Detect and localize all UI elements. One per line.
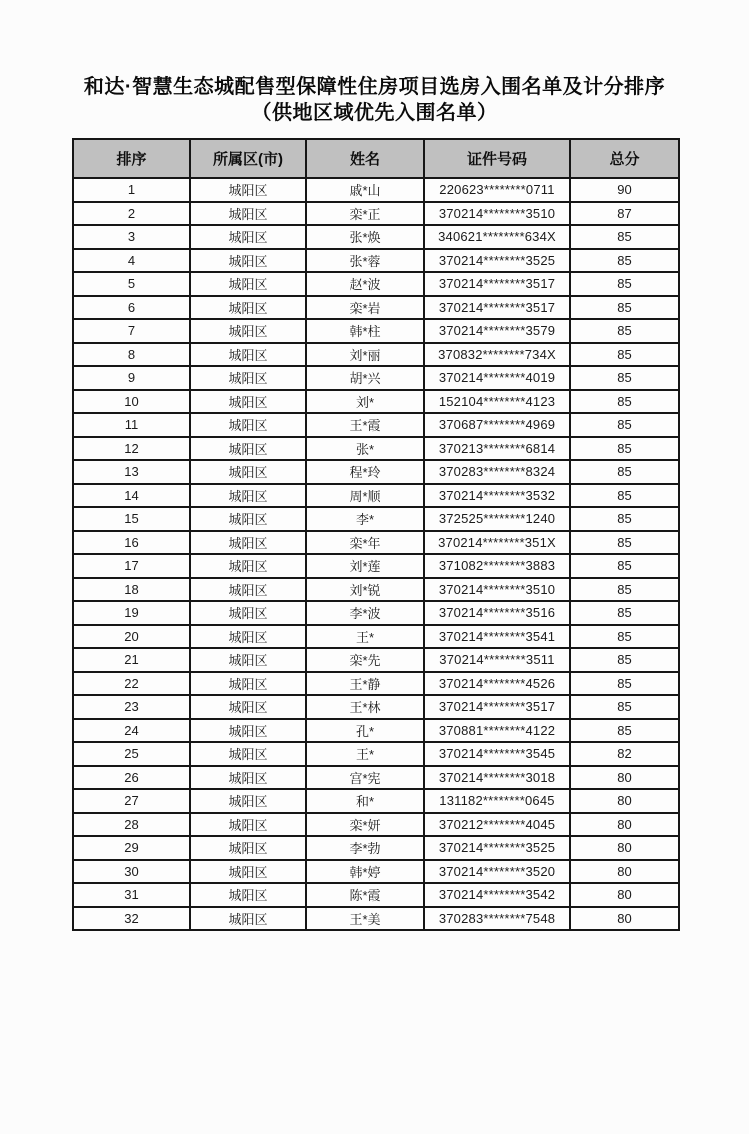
cell-id-number: 370214********3516 (424, 601, 570, 625)
cell-score: 87 (570, 202, 679, 226)
cell-name: 胡*兴 (306, 366, 424, 390)
cell-id-number: 370881********4122 (424, 719, 570, 743)
column-header-district: 所属区(市) (190, 139, 306, 178)
cell-district: 城阳区 (190, 319, 306, 343)
table-row (73, 601, 679, 625)
cell-rank: 8 (73, 343, 190, 367)
cell-district: 城阳区 (190, 789, 306, 813)
cell-rank: 2 (73, 202, 190, 226)
cell-rank: 20 (73, 625, 190, 649)
cell-name: 王* (306, 625, 424, 649)
column-header-rank: 排序 (73, 139, 190, 178)
cell-name: 宫*宪 (306, 766, 424, 790)
table-row (73, 319, 679, 343)
cell-rank: 30 (73, 860, 190, 884)
table-row (73, 531, 679, 555)
table-row (73, 672, 679, 696)
cell-rank: 5 (73, 272, 190, 296)
table-body (73, 178, 679, 930)
cell-id-number: 370214********3510 (424, 578, 570, 602)
cell-district: 城阳区 (190, 766, 306, 790)
cell-id-number: 370214********4526 (424, 672, 570, 696)
cell-score: 80 (570, 813, 679, 837)
cell-id-number: 370214********3525 (424, 836, 570, 860)
cell-rank: 6 (73, 296, 190, 320)
cell-rank: 13 (73, 460, 190, 484)
cell-name: 李*勃 (306, 836, 424, 860)
cell-rank: 28 (73, 813, 190, 837)
cell-name: 程*玲 (306, 460, 424, 484)
cell-district: 城阳区 (190, 883, 306, 907)
cell-name: 张*焕 (306, 225, 424, 249)
cell-rank: 3 (73, 225, 190, 249)
cell-district: 城阳区 (190, 390, 306, 414)
cell-name: 王* (306, 742, 424, 766)
cell-rank: 17 (73, 554, 190, 578)
cell-score: 80 (570, 789, 679, 813)
cell-id-number: 370214********3517 (424, 296, 570, 320)
cell-score: 80 (570, 860, 679, 884)
column-header-name: 姓名 (306, 139, 424, 178)
cell-id-number: 370214********3525 (424, 249, 570, 273)
table-row (73, 272, 679, 296)
cell-name: 王*静 (306, 672, 424, 696)
cell-name: 王*霞 (306, 413, 424, 437)
cell-id-number: 370214********3541 (424, 625, 570, 649)
cell-district: 城阳区 (190, 437, 306, 461)
cell-id-number: 370213********6814 (424, 437, 570, 461)
table-row (73, 907, 679, 931)
cell-score: 85 (570, 249, 679, 273)
cell-score: 85 (570, 531, 679, 555)
cell-score: 85 (570, 390, 679, 414)
cell-id-number: 370283********7548 (424, 907, 570, 931)
cell-rank: 21 (73, 648, 190, 672)
cell-rank: 15 (73, 507, 190, 531)
table-row (73, 742, 679, 766)
cell-score: 85 (570, 507, 679, 531)
cell-rank: 9 (73, 366, 190, 390)
document-title-line2: （供地区域优先入围名单） (251, 102, 498, 124)
cell-name: 栾*年 (306, 531, 424, 555)
table-row (73, 437, 679, 461)
cell-id-number: 370214********3532 (424, 484, 570, 508)
cell-district: 城阳区 (190, 742, 306, 766)
cell-name: 王*美 (306, 907, 424, 931)
cell-district: 城阳区 (190, 531, 306, 555)
cell-id-number: 370214********3517 (424, 272, 570, 296)
cell-rank: 10 (73, 390, 190, 414)
cell-score: 85 (570, 554, 679, 578)
cell-district: 城阳区 (190, 648, 306, 672)
cell-id-number: 371082********3883 (424, 554, 570, 578)
cell-name: 周*顺 (306, 484, 424, 508)
cell-id-number: 370214********3545 (424, 742, 570, 766)
table-row (73, 460, 679, 484)
cell-district: 城阳区 (190, 836, 306, 860)
table-row (73, 390, 679, 414)
cell-name: 刘* (306, 390, 424, 414)
cell-district: 城阳区 (190, 554, 306, 578)
cell-name: 赵*波 (306, 272, 424, 296)
cell-id-number: 370214********3511 (424, 648, 570, 672)
cell-name: 张*蓉 (306, 249, 424, 273)
cell-name: 栾*妍 (306, 813, 424, 837)
cell-id-number: 372525********1240 (424, 507, 570, 531)
cell-name: 栾*岩 (306, 296, 424, 320)
table-row (73, 836, 679, 860)
cell-rank: 11 (73, 413, 190, 437)
cell-id-number: 152104********4123 (424, 390, 570, 414)
cell-name: 陈*霞 (306, 883, 424, 907)
column-header-id-number: 证件号码 (424, 139, 570, 178)
cell-score: 85 (570, 601, 679, 625)
cell-district: 城阳区 (190, 860, 306, 884)
cell-district: 城阳区 (190, 272, 306, 296)
cell-id-number: 370214********351X (424, 531, 570, 555)
cell-name: 韩*婷 (306, 860, 424, 884)
cell-name: 孔* (306, 719, 424, 743)
cell-score: 90 (570, 178, 679, 202)
cell-score: 80 (570, 883, 679, 907)
cell-rank: 14 (73, 484, 190, 508)
cell-district: 城阳区 (190, 813, 306, 837)
cell-score: 85 (570, 319, 679, 343)
table-row (73, 648, 679, 672)
cell-district: 城阳区 (190, 202, 306, 226)
cell-score: 80 (570, 836, 679, 860)
roster-table (72, 138, 680, 931)
document-page (0, 74, 749, 1134)
cell-rank: 29 (73, 836, 190, 860)
table-row (73, 554, 679, 578)
cell-rank: 26 (73, 766, 190, 790)
cell-district: 城阳区 (190, 249, 306, 273)
cell-score: 85 (570, 413, 679, 437)
cell-score: 80 (570, 907, 679, 931)
cell-id-number: 340621********634X (424, 225, 570, 249)
cell-rank: 32 (73, 907, 190, 931)
cell-district: 城阳区 (190, 625, 306, 649)
cell-rank: 7 (73, 319, 190, 343)
cell-id-number: 370214********3517 (424, 695, 570, 719)
cell-rank: 1 (73, 178, 190, 202)
table-row (73, 695, 679, 719)
cell-score: 85 (570, 272, 679, 296)
table-row (73, 178, 679, 202)
cell-district: 城阳区 (190, 507, 306, 531)
cell-name: 王*林 (306, 695, 424, 719)
cell-id-number: 220623********0711 (424, 178, 570, 202)
cell-district: 城阳区 (190, 907, 306, 931)
cell-score: 82 (570, 742, 679, 766)
cell-district: 城阳区 (190, 719, 306, 743)
cell-name: 戚*山 (306, 178, 424, 202)
cell-district: 城阳区 (190, 343, 306, 367)
cell-rank: 18 (73, 578, 190, 602)
cell-score: 85 (570, 484, 679, 508)
cell-name: 和* (306, 789, 424, 813)
cell-score: 85 (570, 225, 679, 249)
table-row (73, 343, 679, 367)
cell-score: 85 (570, 695, 679, 719)
cell-rank: 12 (73, 437, 190, 461)
cell-score: 85 (570, 343, 679, 367)
cell-rank: 31 (73, 883, 190, 907)
cell-id-number: 370214********3542 (424, 883, 570, 907)
document-title (38, 74, 711, 126)
cell-score: 85 (570, 366, 679, 390)
table-row (73, 813, 679, 837)
cell-name: 刘*莲 (306, 554, 424, 578)
cell-id-number: 370283********8324 (424, 460, 570, 484)
cell-rank: 27 (73, 789, 190, 813)
cell-name: 韩*柱 (306, 319, 424, 343)
table-row (73, 202, 679, 226)
cell-rank: 23 (73, 695, 190, 719)
cell-district: 城阳区 (190, 672, 306, 696)
cell-name: 刘*丽 (306, 343, 424, 367)
cell-district: 城阳区 (190, 178, 306, 202)
cell-score: 85 (570, 648, 679, 672)
cell-district: 城阳区 (190, 460, 306, 484)
table-row (73, 413, 679, 437)
cell-id-number: 370214********3018 (424, 766, 570, 790)
cell-score: 85 (570, 578, 679, 602)
cell-score: 85 (570, 672, 679, 696)
cell-district: 城阳区 (190, 695, 306, 719)
cell-id-number: 370687********4969 (424, 413, 570, 437)
cell-rank: 4 (73, 249, 190, 273)
cell-district: 城阳区 (190, 366, 306, 390)
table-head-row (73, 139, 679, 178)
table-row (73, 883, 679, 907)
table-row (73, 366, 679, 390)
cell-rank: 16 (73, 531, 190, 555)
cell-district: 城阳区 (190, 296, 306, 320)
cell-rank: 24 (73, 719, 190, 743)
cell-score: 85 (570, 625, 679, 649)
cell-id-number: 370212********4045 (424, 813, 570, 837)
cell-district: 城阳区 (190, 413, 306, 437)
table-row (73, 225, 679, 249)
table-row (73, 296, 679, 320)
cell-score: 80 (570, 766, 679, 790)
cell-name: 栾*先 (306, 648, 424, 672)
cell-name: 栾*正 (306, 202, 424, 226)
table-row (73, 484, 679, 508)
cell-name: 刘*锐 (306, 578, 424, 602)
cell-id-number: 370214********3520 (424, 860, 570, 884)
cell-id-number: 370214********4019 (424, 366, 570, 390)
table-row (73, 578, 679, 602)
table-row (73, 507, 679, 531)
cell-id-number: 370214********3510 (424, 202, 570, 226)
cell-name: 张* (306, 437, 424, 461)
cell-district: 城阳区 (190, 601, 306, 625)
cell-rank: 22 (73, 672, 190, 696)
table-row (73, 789, 679, 813)
cell-score: 85 (570, 437, 679, 461)
cell-district: 城阳区 (190, 484, 306, 508)
cell-score: 85 (570, 719, 679, 743)
column-header-score: 总分 (570, 139, 679, 178)
cell-name: 李* (306, 507, 424, 531)
cell-rank: 25 (73, 742, 190, 766)
table-row (73, 766, 679, 790)
document-title-line1: 和达·智慧生态城配售型保障性住房项目选房入围名单及计分排序 (83, 76, 666, 98)
cell-score: 85 (570, 460, 679, 484)
cell-score: 85 (570, 296, 679, 320)
cell-district: 城阳区 (190, 225, 306, 249)
cell-district: 城阳区 (190, 578, 306, 602)
cell-id-number: 370214********3579 (424, 319, 570, 343)
cell-id-number: 370832********734X (424, 343, 570, 367)
table-row (73, 719, 679, 743)
cell-name: 李*波 (306, 601, 424, 625)
cell-rank: 19 (73, 601, 190, 625)
cell-id-number: 131182********0645 (424, 789, 570, 813)
table-row (73, 625, 679, 649)
table-row (73, 860, 679, 884)
table-row (73, 249, 679, 273)
